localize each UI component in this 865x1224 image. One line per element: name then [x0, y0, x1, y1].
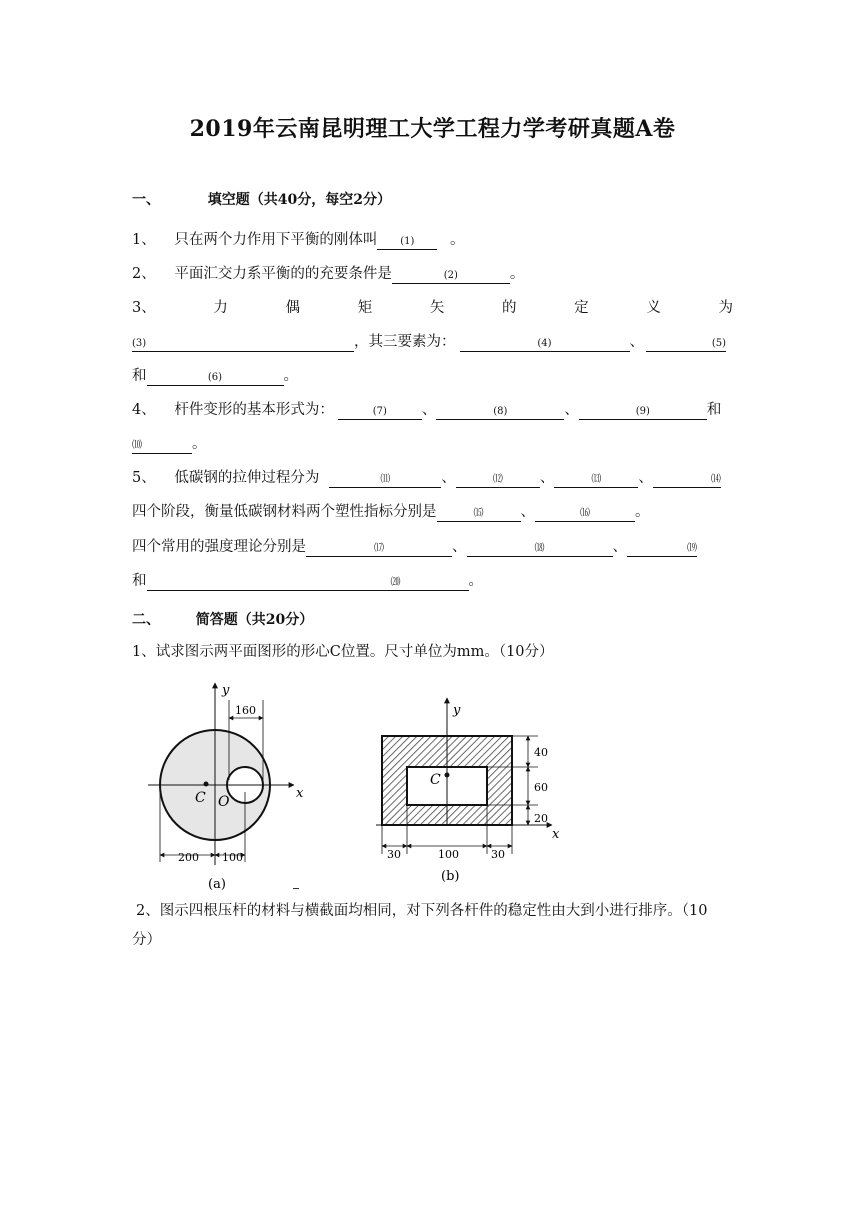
- section1-number: 一、: [132, 192, 160, 208]
- question-3-line3: [132, 364, 298, 386]
- blank-4[interactable]: (4): [460, 337, 630, 352]
- blank-14[interactable]: ⒁: [653, 473, 721, 488]
- dim-30-left-label: 30: [387, 848, 401, 861]
- x-label: x: [552, 827, 560, 842]
- o-label: O: [218, 794, 230, 810]
- dim-40-label: 40: [534, 746, 548, 759]
- q3-mid: ，其三要素为：: [354, 334, 456, 350]
- c-label: C: [195, 790, 206, 806]
- q4-and: 和: [706, 402, 722, 418]
- question-3-line1: [132, 296, 733, 317]
- blank-20-label: ⒇: [390, 577, 401, 588]
- q5-sep: 、: [539, 470, 555, 486]
- section2-title: 简答题（共20分）: [195, 612, 314, 628]
- caption-a: (a): [208, 877, 226, 892]
- q3-char: 的: [502, 300, 517, 316]
- q5-number: 5、: [132, 470, 156, 486]
- q3-and: 和: [132, 368, 147, 384]
- q3-char: 矢: [429, 300, 445, 316]
- caption-b: (b): [441, 869, 460, 884]
- blank-11[interactable]: ⑾: [329, 473, 441, 488]
- s2-question-2-line2: 分）: [132, 932, 161, 948]
- question-5-line2: [132, 500, 650, 522]
- centroid-dot: [204, 782, 209, 787]
- dim-60-label: 60: [534, 781, 548, 794]
- question-1: [132, 228, 464, 250]
- question-2: [132, 262, 524, 284]
- dim-100-label: 100: [438, 848, 459, 861]
- q1-end: 。: [449, 232, 465, 248]
- blank-19[interactable]: ⒆: [627, 542, 697, 557]
- q3-char: 偶: [285, 300, 301, 316]
- blank-18[interactable]: ⒅: [467, 542, 613, 557]
- q4-number: 4、: [132, 402, 156, 418]
- q5-sep: 、: [441, 470, 456, 486]
- c-label: C: [430, 772, 441, 788]
- q4-end: 。: [192, 436, 207, 452]
- blank-20[interactable]: [147, 576, 469, 591]
- q5-sep: 、: [520, 504, 535, 520]
- q2-text: 平面汇交力系平衡的的充要条件是: [174, 266, 392, 282]
- dim-160-label: 160: [235, 704, 256, 717]
- q5-and: 和: [132, 573, 147, 589]
- blank-6[interactable]: (6): [147, 371, 284, 386]
- q4-text: 杆件变形的基本形式为：: [174, 402, 334, 418]
- question-4-line2: [132, 432, 207, 454]
- blank-12[interactable]: ⑿: [456, 473, 540, 488]
- question-3-line2: [132, 330, 726, 352]
- blank-7[interactable]: (7): [338, 405, 422, 420]
- section1-heading: [132, 189, 391, 209]
- blank-17[interactable]: ⒄: [306, 542, 452, 557]
- page-title: 2019年云南昆明理工大学工程力学考研真题A卷: [189, 116, 676, 142]
- q5-line2-text: 四个阶段，衡量低碳钢材料两个塑性指标分别是: [132, 504, 437, 520]
- blank-9[interactable]: (9): [579, 405, 707, 420]
- blank-3[interactable]: (3): [132, 337, 354, 352]
- blank-5[interactable]: (5): [646, 337, 726, 352]
- q5-line3-text: 四个常用的强度理论分别是: [132, 539, 306, 555]
- q5-text: 低碳钢的拉伸过程分为: [174, 470, 320, 486]
- blank-13[interactable]: ⒀: [554, 473, 638, 488]
- figure-b: [372, 692, 572, 890]
- question-5-line3: [132, 535, 697, 557]
- dim-200-label: 200: [178, 851, 199, 864]
- blank-16[interactable]: ⒃: [535, 507, 635, 522]
- section1-title: 填空题（共40分，每空2分）: [207, 192, 391, 208]
- q3-char: 为: [718, 300, 733, 316]
- dim-100-label: 100: [222, 851, 243, 864]
- q4-sep: 、: [564, 402, 579, 418]
- q4-sep: 、: [421, 402, 437, 418]
- s2-question-1: 1、试求图示两平面图形的形心C位置。尺寸单位为mm。（10分）: [132, 644, 554, 660]
- q3-char: 义: [646, 300, 661, 316]
- q5-sep: 、: [452, 539, 467, 555]
- x-label: x: [296, 786, 304, 801]
- q2-end: 。: [509, 266, 525, 282]
- q3-char: 定: [574, 300, 589, 316]
- s2-question-2-line1: 2、图示四根压杆的材料与横截面均相同，对下列各杆件的稳定性由大到小进行排序。（10: [136, 903, 708, 919]
- blank-8[interactable]: (8): [436, 405, 564, 420]
- question-5-line4: [132, 569, 483, 591]
- q5-end: 。: [468, 573, 483, 589]
- centroid-dot: [445, 773, 450, 778]
- q5-sep: 、: [638, 470, 653, 486]
- blank-15[interactable]: ⒂: [437, 507, 521, 522]
- y-label: y: [222, 683, 230, 698]
- q3-sep: 、: [629, 334, 644, 350]
- q1-text: 只在两个力作用下平衡的刚体叫: [174, 232, 378, 248]
- q5-sep: 、: [612, 539, 627, 555]
- question-5-line1: [132, 466, 721, 488]
- figure-a: [140, 678, 320, 896]
- q1-number: 1、: [132, 232, 156, 248]
- q3-end: 。: [283, 368, 298, 384]
- q3-char: 3、: [132, 300, 156, 316]
- q2-number: 2、: [132, 266, 156, 282]
- question-4-line1: [132, 398, 721, 420]
- blank-10[interactable]: ⑽: [132, 439, 192, 454]
- dim-20-label: 20: [534, 812, 548, 825]
- stray-mark: [293, 888, 299, 889]
- dim-30-right-label: 30: [491, 848, 505, 861]
- blank-2[interactable]: (2): [392, 269, 510, 284]
- section2-heading: [132, 609, 313, 629]
- blank-1[interactable]: (1): [377, 235, 437, 250]
- y-label: y: [453, 703, 461, 718]
- section2-number: 二、: [132, 612, 160, 628]
- q3-char: 矩: [357, 300, 373, 316]
- q3-char: 力: [213, 300, 228, 316]
- q5-end: 。: [635, 504, 650, 520]
